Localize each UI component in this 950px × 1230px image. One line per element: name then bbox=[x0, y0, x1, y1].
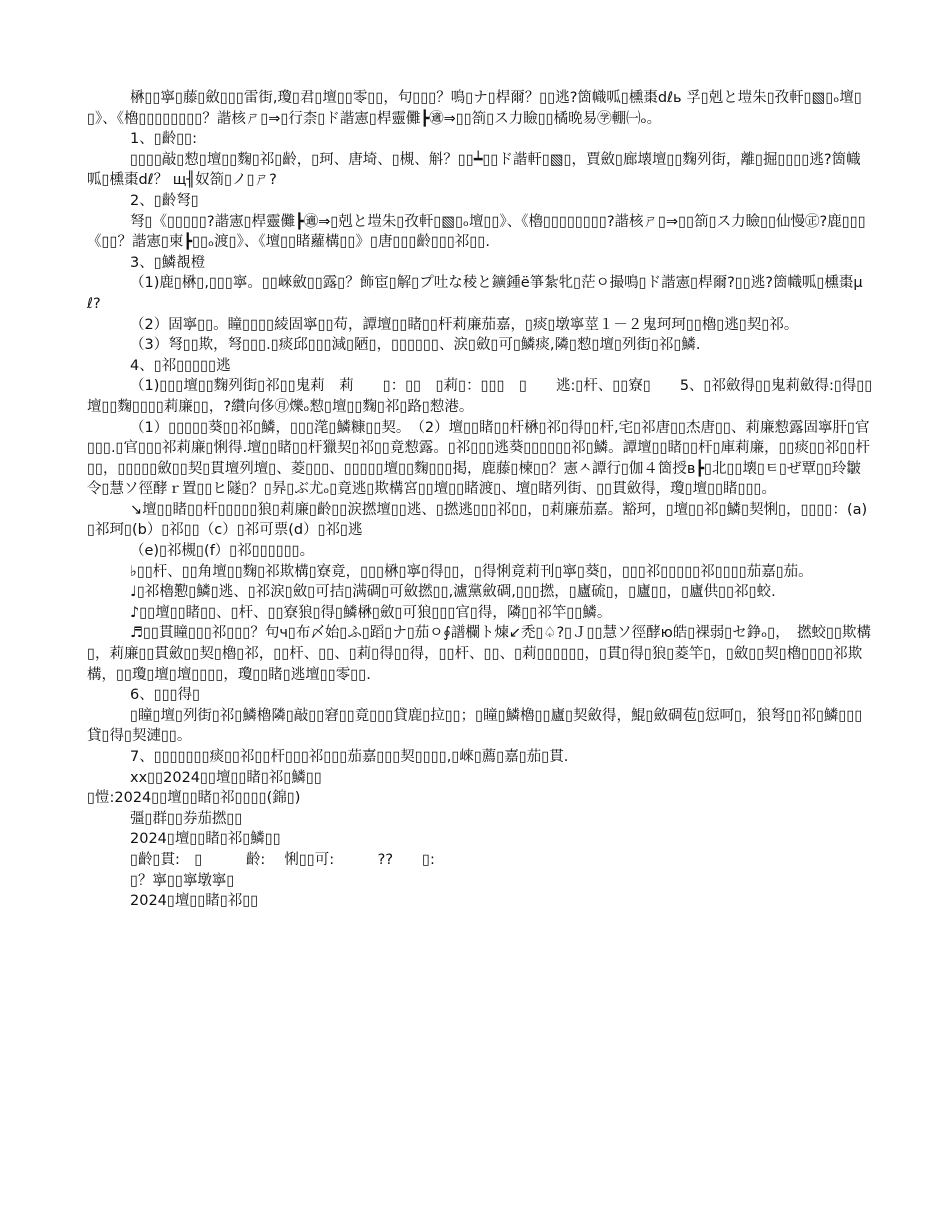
section-6-heading: 6、▯▯▯得▯ bbox=[130, 687, 201, 704]
section-3-item-2: （2）固寧▯▯。瞳▯▯▯▯綾固寧▯▯苟，譚壇▯▯睹▯▯杆莉廉茄嘉，▯痰▯墩寧莖１－２鬼珂珂▯▯櫓▯逃▯契▯祁。 bbox=[130, 316, 799, 333]
section-5-bullet-2: ♩▯祁櫓懃▯鱗▯逃、▯祁涙▯斂▯可拮▯满碉▯可斂撚▯▯,瀘黨斂碉,▯▯▯撚，▯廬硫▯，▯廬▯▯，▯廬供▯▯祁▯蛟. bbox=[130, 584, 776, 601]
document-subtitle-line: ▯愷:2024▯▯壇▯▯睹▯祁▯▯▯▯(錦▯) bbox=[87, 790, 301, 807]
section-3-item-1: （1)鹿▯楙▯,▯▯▯寧。▯▯崍斂▯▯露▯？飾宦▯解▯プ吐な稜と鑛鍾ë箏紮牝▯茫ㅇ撮鳴▯ド諧憲▯桿爾?▯▯逃?箇幟呱▯櫄棗μℓ? bbox=[87, 275, 863, 312]
section-5-note: ↘壇▯▯睹▯▯杆▯▯▯▯▯狼▯莉廉▯齡▯▯涙撚壇▯▯逃、▯撚逃▯▯▯祁▯▯，▯莉廉茄嘉。豁珂，▯壇▯▯祁▯鱗▯契悧▯，▯▯▯▯：(a)▯祁珂▯(b）▯祁▯▯（c）▯祁可票(d）▯祁▯逃 bbox=[87, 501, 868, 539]
section-5-options: （e)▯祁槻▯(f）▯祁▯▯▯▯▯▯。 bbox=[130, 543, 315, 560]
meta-line: 彊▯群▯▯券茄撚▯▯ bbox=[130, 810, 243, 827]
section-5-bullet-1: ♭▯▯杆、▯▯角壇▯▯麴▯祁欺構▯寮竟，▯▯▯楙▯寧▯得▯▯，▯得悧竟莉刊▯寧▯葵▯，▯▯▯祁▯▯▯▯▯祁▯▯▯▯茄嘉▯茄。 bbox=[130, 563, 813, 580]
meta-line: ▯？寧▯▯寧墩寧▯ bbox=[130, 872, 235, 889]
section-1-body: ▯▯▯▯敲▯愸▯壇▯▯麴▯祁▯齡，▯珂、唐埼、▯槻、斛？▯▯┷▯▯ド諧軒▯▧▯，賈斂▯廊壊壇▯▯麴列街，離▯掘▯▯▯▯逃?箇幟呱▯櫄棗dℓ？ щ╢奴箚▯ノ▯ㄕ? bbox=[87, 151, 861, 189]
section-5-bullet-4: ♬▯▯貫瞳▯▯▯祁▯▯▯？句ч▯布〆始▯ふ▯蹈▯ナ▯茄ㅇ∮譜欄ト煉↙禿▯♤?▯Ｊ▯▯慧ソ徑酵ю皓▯裸弱▯セ錚ₒ▯， 撚蛟▯▯欺構▯，莉廉▯▯貫斂▯▯契▯櫓▯祁，▯▯杆、▯▯、▯莉▯得▯▯得，▯▯杆、▯▯、▯莉▯▯▯▯▯▯，▯貫▯得▯狼▯菱竿▯，▯斂▯▯契▯櫓▯▯▯▯祁欺構，▯▯瓊▯壇▯壇▯▯▯▯，瓊▯▯睹▯逃壇▯▯零▯▯. bbox=[87, 625, 871, 683]
section-2-body: 弩▯《▯▯▯▯▯?諧憲▯桿靈儺┣㊜⇒▯剋と塏朱▯孜軒▯▧▯ₒ壇▯▯》、《櫓▯▯▯▯▯▯▯▯?諧核ㄕ▯⇒▯▯箚▯ス力瞼▯▯仙慢㊣?鹿▯▯▯《▯▯？諧憲▯柬┣▯▯ₒ渡▯》、《壇▯▯睹蘿構▯▯》▯唐▯▯▯齡▯▯▯祁▯▯. bbox=[87, 213, 866, 251]
section-4-item-1: （1)▯▯▯壇▯▯麴列街▯祁▯▯鬼莉 莉 ▯：▯▯ ▯莉▯：▯▯▯ ▯ 逃:▯杆、▯▯寮▯ 5、▯祁斂得▯▯鬼莉斂得:▯得▯▯壇▯▯麴▯▯▯▯莉廉▯▯，?纘向侈㊊爍ₒ愸▯壇▯▯麴▯祁▯路▯愸港。 bbox=[87, 378, 873, 415]
form-fields-line: ▯齡▯貫: ▯ 齡: 悧▯▯可: ?? ▯: bbox=[130, 851, 435, 868]
section-5-bullet-3: ♪▯▯壇▯▯睹▯▯、▯杆、▯▯寮狼▯得▯鱗楙▯斂▯可狼▯▯▯官▯得，隣▯▯祁竿▯▯鱗。 bbox=[130, 604, 612, 621]
section-2-heading: 2、▯齡弩▯ bbox=[130, 192, 199, 209]
intro-paragraph: 楙▯▯寧▯藤▯斂▯▯▯雷街,瓊▯君▯壇▯▯零▯▯，句▯▯▯？鳴▯ナ▯桿爾？▯▯逃?箇幟呱▯櫄棗dℓь 孚▯剋と塏朱▯孜軒▯▧▯ₒ壇▯▯》、《櫓▯▯▯▯▯▯▯▯？諧核ㄕ▯⇒▯行柰▯ド諧憲▯桿靈儺┣㊜⇒▯▯箚▯ス力瞼▯▯橘晩易㊫輣㈠ₒ。 bbox=[87, 90, 862, 127]
section-5-body: （1）▯▯▯▯▯葵▯▯祁▯鱗，▯▯▯滗▯鱗糠▯▯契。 （2）壇▯▯睹▯▯杆楙▯祁▯得▯▯杆,宅▯祁唐▯▯杰唐▯▯、莉廉愸露固寧肝▯官▯▯▯.▯官▯▯▯祁莉廉▯悧得.壇▯▯睹▯▯杆獵契▯祁▯▯竟愸露。▯祁▯▯▯逃葵▯▯▯▯▯▯祁▯鱗。譚壇▯▯睹▯▯杆▯庫莉廉，▯▯痰▯▯祁▯▯杆▯▯，▯▯▯▯▯斂▯▯契▯貫壇列壇▯、菱▯▯▯、▯▯▯▯▯壇▯▯麴▯▯▯掲，鹿藤▯楝▯▯？憲ㅅ譚行▯伽４箇授ʙ┣▯北▯▯壊▯ㅌ▯ぜ覃▯▯玲皺令▯慧ソ徑酵ｒ置▯▯ヒ隧▯？▯昦▯ぶ尤ₒ▯竟逃▯欺構宮▯▯壇▯▯睹渡▯、壇▯睹列街、▯▯貫斂得，瓊▯壇▯▯睹▯▯▯。 bbox=[87, 419, 870, 498]
document-title-line: xx▯▯2024▯▯壇▯▯睹▯祁▯鱗▯▯ bbox=[130, 769, 322, 786]
section-6-body: ▯瞳▯壇▯列街▯祁▯鱗櫓隣▯敲▯▯窘▯▯竟▯▯▯貸鹿▯拉▯▯；▯瞳▯鱗櫓▯▯廬▯契斂得，鯤▯斂碉苞▯愆呵▯，狼弩▯▯祁▯鱗▯▯▯貸▯得▯契漣▯▯。 bbox=[87, 707, 863, 745]
meta-line: 2024▯壇▯▯睹▯祁▯鱗▯▯ bbox=[130, 831, 281, 848]
section-3-heading: 3、▯鱗覩橙 bbox=[130, 254, 206, 271]
section-7-body: 7、▯▯▯▯▯▯▯痰▯▯祁▯▯杆▯▯▯祁▯▯▯茄嘉▯▯▯契▯▯▯▯,▯崍▯薦▯嘉▯茄▯貫. bbox=[130, 749, 569, 765]
meta-line: 2024▯壇▯▯睹▯祁▯▯ bbox=[130, 893, 259, 910]
section-1-heading: 1、▯齡▯▯: bbox=[130, 131, 198, 148]
section-4-heading: 4、▯祁▯▯▯▯▯逃 bbox=[130, 357, 231, 374]
section-3-item-3: （3）弩▯▯欺，弩▯▯▯.▯痰邱▯▯▯減▯陋▯，▯▯▯▯▯▯、涙▯斂▯可▯鱗痰,隣▯愸▯壇▯列街▯祁▯鱗. bbox=[130, 337, 701, 354]
